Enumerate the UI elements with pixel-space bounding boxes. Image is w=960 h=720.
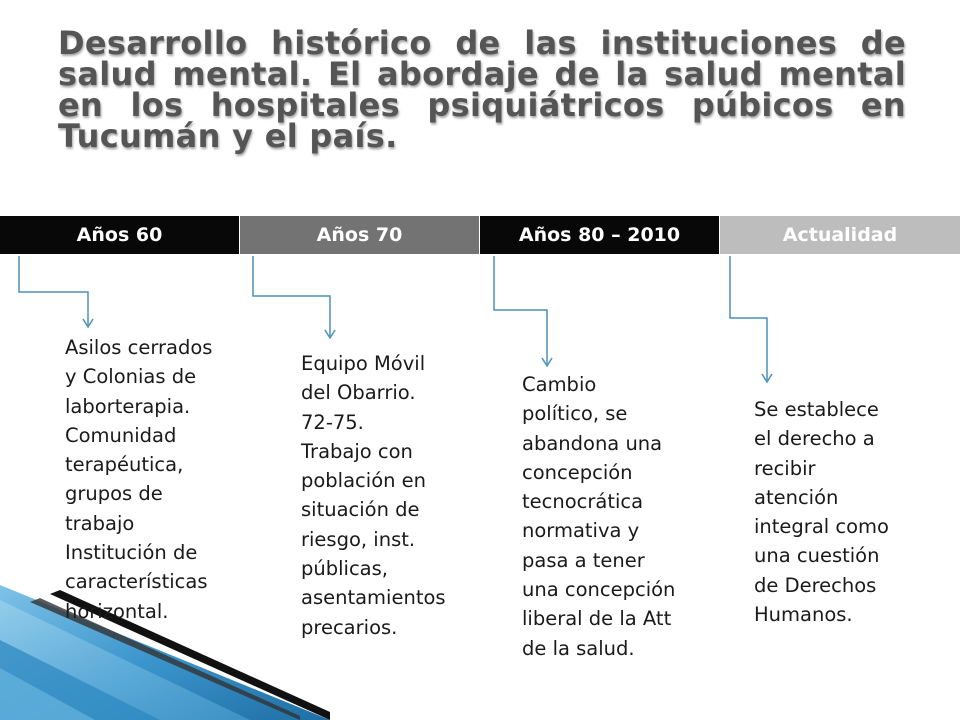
description-anos-80-2010: Cambio político, se abandona una concepción tecnocrática normativa y pasa a tener una concepción liberal de la Att de la salud. [522,373,676,660]
period-anos-80-2010: Años 80 – 2010 [480,216,720,254]
description-anos-60: Asilos cerrados y Colonias de laborterapia. Comunidad terapéutica, grupos de trabajo Institución de características horizontal. [65,336,213,623]
connector-arrow-2 [253,256,330,336]
connector-arrow-3 [494,256,547,364]
period-anos-60: Años 60 [0,216,240,254]
connector-arrow-1 [19,256,88,325]
description-anos-70: Equipo Móvil del Obarrio. 72-75. Trabajo con población en situación de riesgo, inst. públicas, asentamientos precarios. [301,352,446,639]
description-actualidad: Se establece el derecho a recibir atención integral como una cuestión de Derechos Humanos. [754,398,889,627]
period-actualidad: Actualidad [720,216,960,254]
period-anos-70: Años 70 [240,216,480,254]
connector-arrow-4 [730,256,767,380]
slide-title: Desarrollo histórico de las instituciones de salud mental. El abordaje de la salud mental en los hospitales psiquiátricos púbicos en Tucumán y el país. [58,24,906,155]
